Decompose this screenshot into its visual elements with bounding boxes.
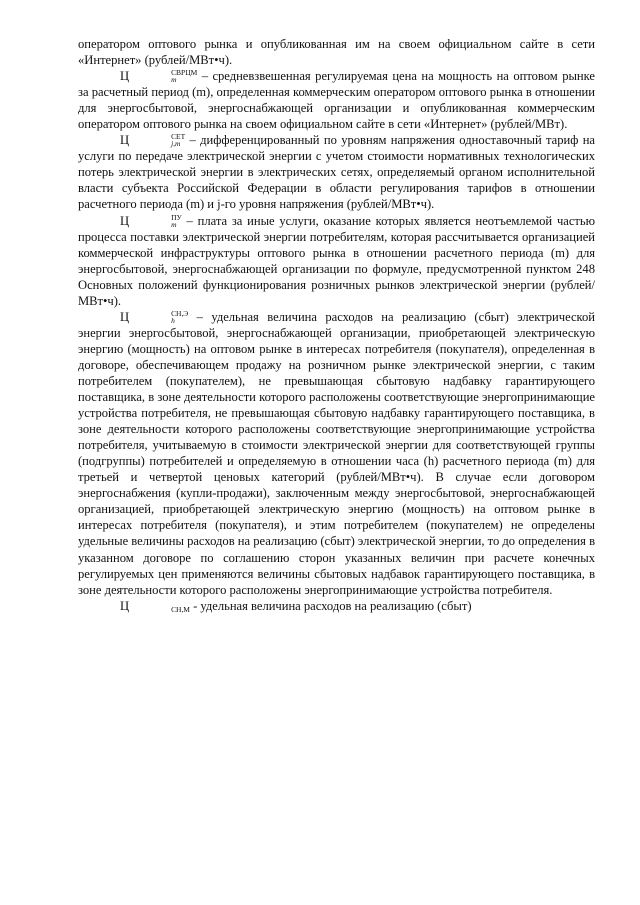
symbol-pu: Ц ПУ m [120, 212, 182, 229]
paragraph-pu: Ц ПУ m – плата за иные услуги, оказание которых является неотъемлемой частью процесса поставки электрической энергии потребителям, которая рассчитывается организацией коммерческой инфраструктуры оптового рынка в отношении расчетного периода (m) для энергосбытовой, энергоснабжающей организации по формуле, предусмотренной пунктом 248 Основных положений функционирования розничных рынков электрической энергии (рублей/МВт•ч). [78, 212, 595, 308]
document-page [78, 36, 595, 614]
paragraph-set: Ц СЕТ j,m – дифференцированный по уровням напряжения одноставочный тариф на услуги по передаче электрической энергии с учетом стоимости нормативных технологических потерь электрической энергии в электрических сетях, определяемый органом исполнительной власти субъекта Российской Федерации в области регулирования тарифов в отношении расчетного периода (m) и j-го уровня напряжения (рублей/МВт•ч). [78, 132, 595, 212]
symbol-sn-e: Ц СН,Э h [120, 308, 189, 325]
paragraph-continuation: оператором оптового рынка и опубликованная им на своем официальном сайте в сети «Интернет» (рублей/МВт•ч). [78, 37, 595, 68]
symbol-svrcm: Ц СВРЦМ m [120, 68, 198, 85]
symbol-set: Ц СЕТ j,m [120, 132, 186, 149]
paragraph-sn-m: Ц СН,М - удельная величина расходов на реализацию (сбыт) [120, 598, 472, 614]
paragraph-svrcm: Ц СВРЦМ m – средневзвешенная регулируемая цена на мощность на оптовом рынке за расчетный период (m), определенная коммерческим оператором оптового рынка в отношении для энергосбытовой, энергоснабжающей организации и опубликованная коммерческим оператором оптового рынка на своем официальном сайте в сети «Интернет» (рублей/МВт). [78, 68, 595, 132]
symbol-sn-m: Ц СН,М [120, 598, 190, 614]
paragraph-sn-e: Ц СН,Э h – удельная величина расходов на реализацию (сбыт) электрической энергии энергосбытовой, энергоснабжающей организации, приобретающей электрическую энергию (мощность) на оптовом рынке в интересах потребителя (покупателя), определенная в договоре, обеспечивающем продажу на розничном рынке электрической энергии, с таким потребителем (покупателем), не превышающая сбытовую надбавку гарантирующего поставщика, в зоне деятельности которого расположены соответствующие энергопринимающие устройства потребителя, не превышающая сбытовую надбавку гарантирующего поставщика, в зоне деятельности которого расположены соответствующие энергопринимающие устройства потребителя, учитываемую в стоимости электрической энергии для соответствующей группы (подгруппы) потребителей и определяемую в отношении часа (h) расчетного периода (m) для третьей и четвертой ценовых категорий (рублей/МВт•ч). В случае если договором энергоснабжения (купли-продажи), заключенным между энергосбытовой, энергоснабжающей организацией, приобретающей электрическую энергию (мощность) на оптовом рынке в интересах потребителя (покупателя), и этим потребителем (покупателем) не определены удельные величины расходов на реализацию (сбыт) электрической энергии, то до определения в указанном договоре по соглашению сторон указанных величин при расчете конечных регулируемых цен применяются величины сбытовых надбавок гарантирующего поставщика, в зоне деятельности которого расположены энергопринимающие устройства потребителя. [78, 308, 595, 597]
